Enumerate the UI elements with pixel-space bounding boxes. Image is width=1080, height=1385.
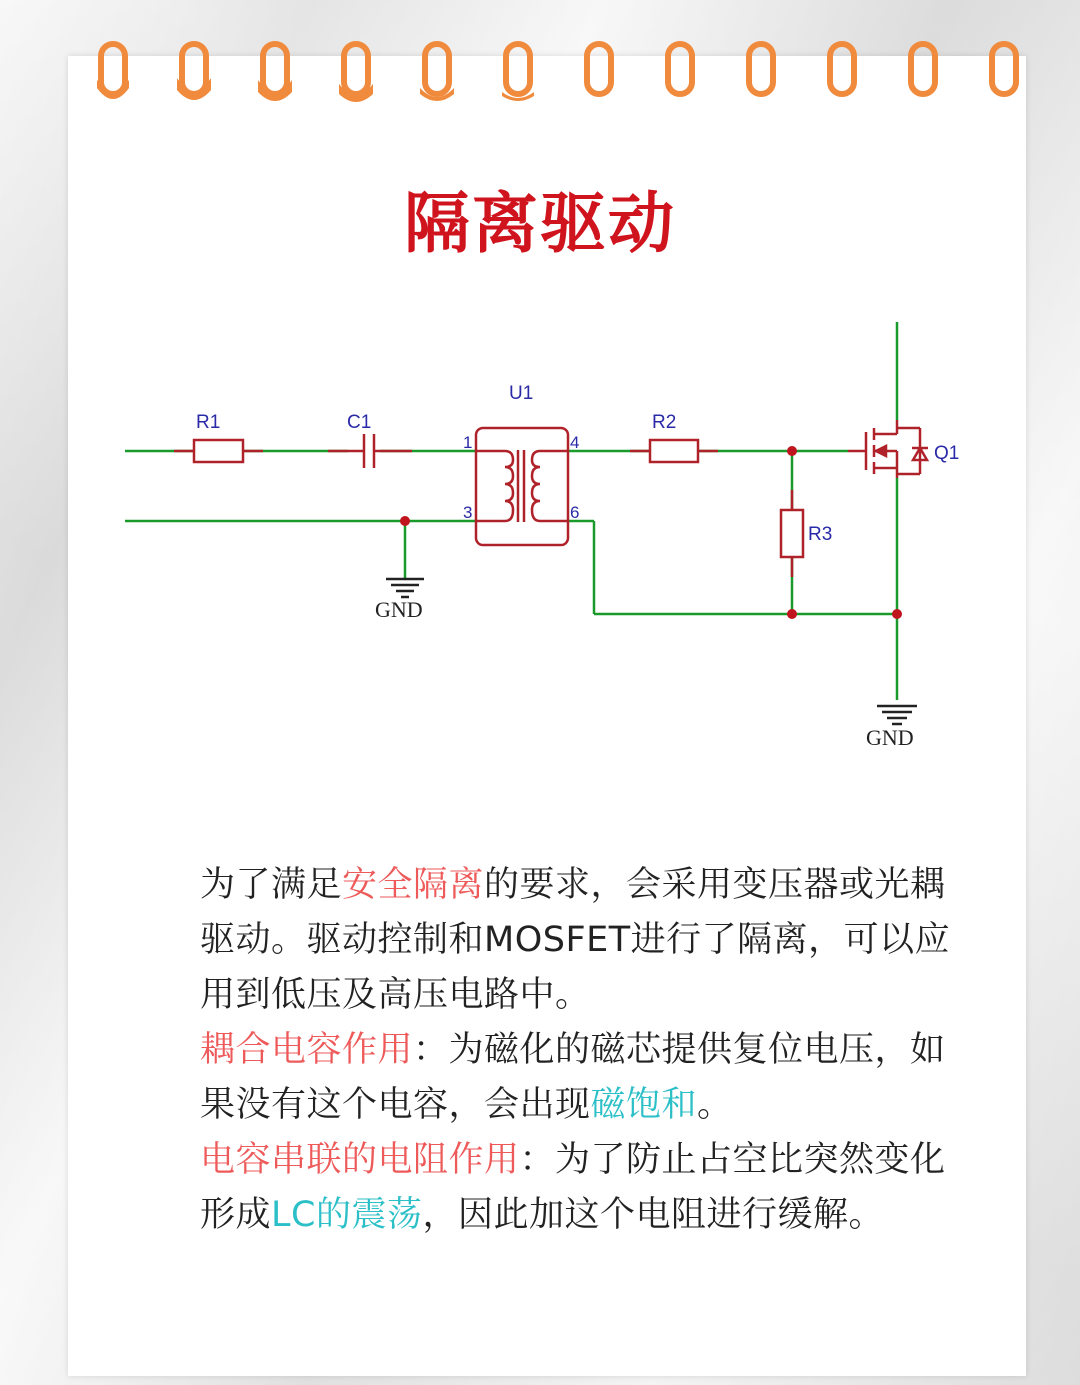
description-text bbox=[130, 858, 970, 1243]
pin-1: 1 bbox=[463, 433, 473, 452]
text-span: 的要求，会采用变压器或光耦驱动。驱动控制和MOSFET进行了隔离，可以应用到低压及高压电路中。 bbox=[200, 865, 951, 1015]
pin-3: 3 bbox=[463, 503, 473, 522]
isolated-drive-circuit bbox=[0, 300, 1080, 770]
label-r3: R3 bbox=[808, 524, 833, 545]
text-span: ，因此加这个电阻进行缓解。 bbox=[422, 1195, 884, 1235]
gnd-label-right: GND bbox=[866, 725, 914, 750]
resistor-r3 bbox=[781, 490, 803, 577]
transformer-u1 bbox=[476, 428, 568, 545]
ring-1 bbox=[97, 44, 129, 99]
ring-4 bbox=[339, 44, 373, 102]
highlight-series-resistor: 电容串联的电阻作用 bbox=[200, 1140, 520, 1180]
label-r2: R2 bbox=[652, 412, 677, 433]
highlight-lc-oscillation: LC的震荡 bbox=[271, 1195, 423, 1235]
text-span: ：为磁化的磁芯提供复位电压，如果没有这个电容，会出现 bbox=[200, 1030, 946, 1125]
paragraph-isolation bbox=[130, 858, 970, 1023]
text-span: 。 bbox=[697, 1085, 733, 1125]
ground-symbol-right bbox=[877, 706, 917, 724]
ring-10 bbox=[830, 44, 854, 94]
text-span: ：为了防止占空比突然变化形成 bbox=[200, 1140, 946, 1235]
label-r1: R1 bbox=[196, 412, 221, 433]
resistor-r1 bbox=[174, 440, 263, 462]
pin-4: 4 bbox=[570, 433, 580, 452]
label-u1: U1 bbox=[509, 383, 534, 404]
text-span: 为了满足 bbox=[200, 865, 343, 905]
ring-11 bbox=[911, 44, 935, 94]
ground-symbol-left bbox=[386, 579, 424, 597]
paragraph-coupling-capacitor bbox=[130, 1023, 970, 1133]
page-title: 隔离驱动 bbox=[404, 185, 676, 262]
gnd-label-left: GND bbox=[375, 597, 423, 622]
ring-7 bbox=[587, 44, 611, 94]
ring-9 bbox=[749, 44, 773, 94]
capacitor-c1 bbox=[328, 434, 412, 468]
label-c1: C1 bbox=[347, 412, 372, 433]
ring-8 bbox=[668, 44, 692, 94]
highlight-coupling-capacitor: 耦合电容作用 bbox=[200, 1030, 414, 1070]
resistor-r2 bbox=[630, 440, 718, 462]
ring-3 bbox=[258, 44, 292, 101]
ring-12 bbox=[992, 44, 1016, 94]
paragraph-series-resistor bbox=[130, 1133, 970, 1243]
label-q1: Q1 bbox=[934, 443, 960, 464]
binder-rings bbox=[0, 0, 1080, 110]
mosfet-q1 bbox=[848, 420, 928, 478]
ring-6 bbox=[502, 44, 534, 101]
highlight-magnetic-saturation: 磁饱和 bbox=[590, 1085, 698, 1125]
ring-5 bbox=[420, 44, 454, 101]
pin-6: 6 bbox=[570, 503, 580, 522]
ring-2 bbox=[177, 44, 211, 100]
highlight-safety-isolation: 安全隔离 bbox=[342, 865, 485, 905]
